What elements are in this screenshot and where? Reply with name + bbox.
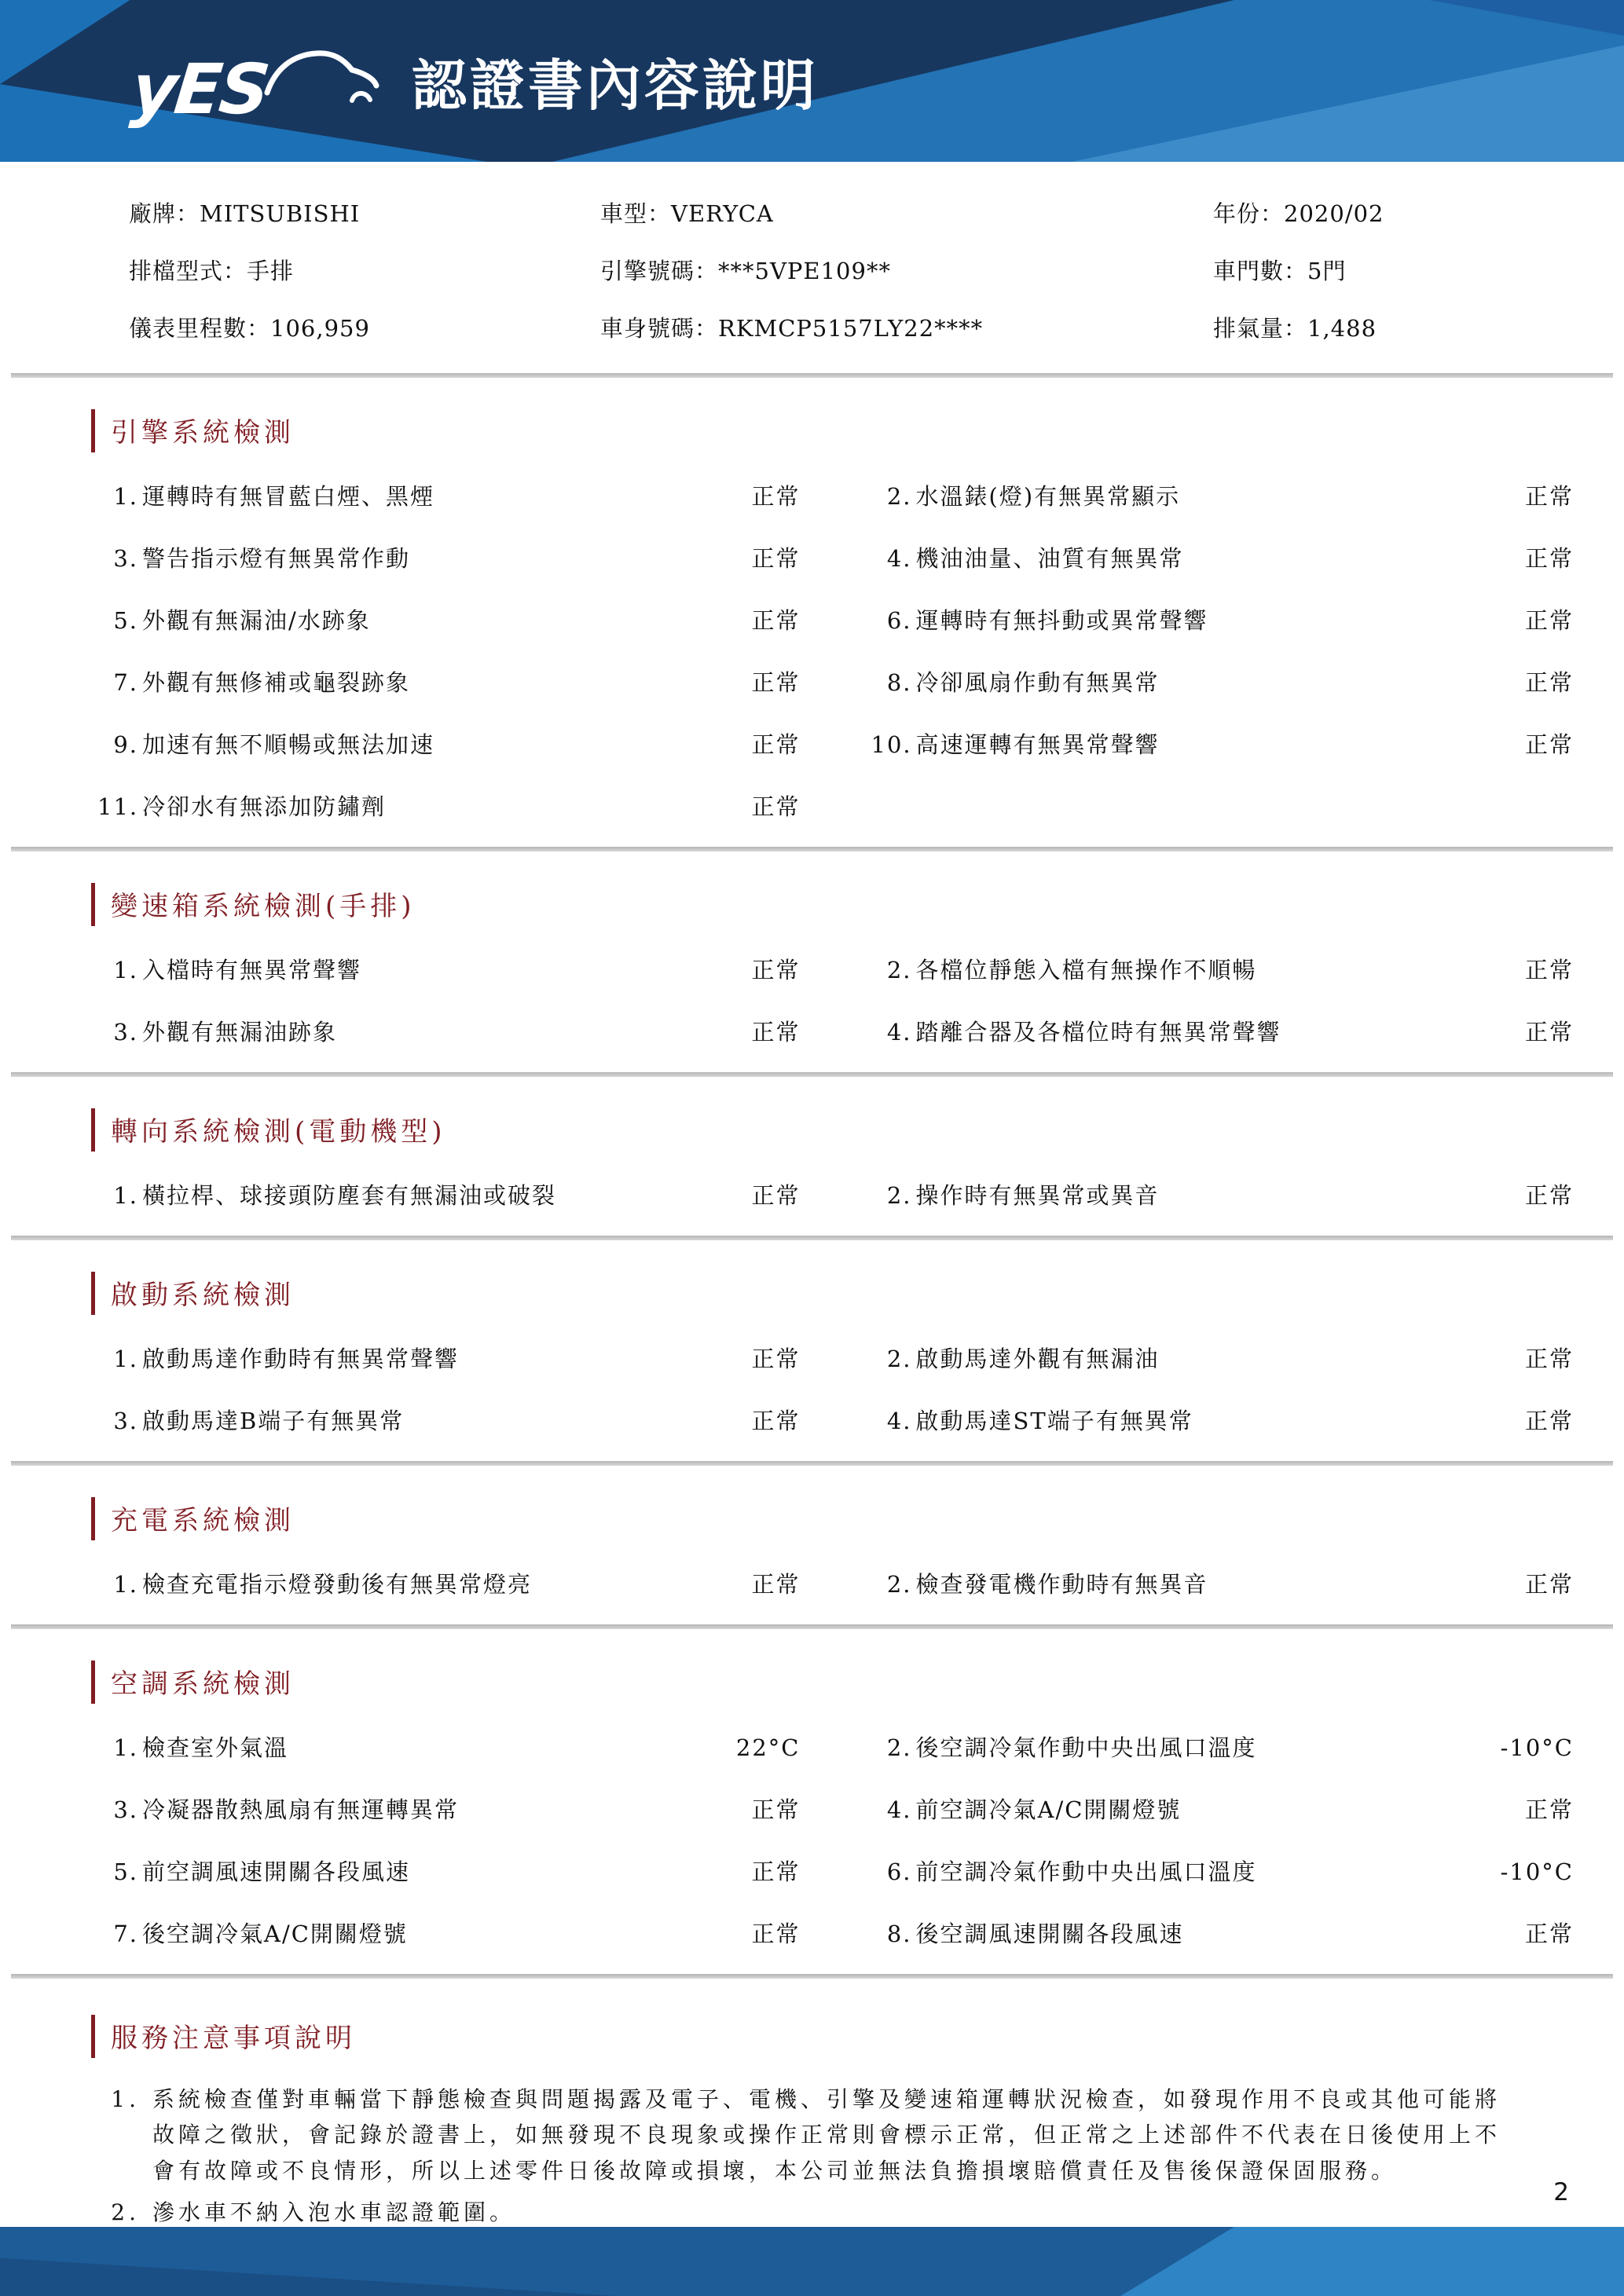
inspection-item (97, 1855, 801, 1887)
item-label: 啟動馬達外觀有無漏油 (915, 1346, 1160, 1372)
section-title: 空調系統檢測 (91, 1661, 295, 1704)
inspection-item (871, 665, 1575, 698)
item-label: 後空調冷氣A/C開關燈號 (142, 1921, 408, 1947)
note-text: 滲水車不納入泡水車認證範圍。 (152, 2199, 516, 2226)
item-value: 正常 (751, 1408, 801, 1434)
vehicle-field (1213, 254, 1613, 286)
item-value: 正常 (751, 731, 801, 758)
item-value: 正常 (1524, 607, 1574, 634)
inspection-items (11, 1152, 1613, 1217)
item-label: 警告指示燈有無異常作動 (142, 545, 411, 572)
inspection-item (871, 479, 1575, 511)
item-value: 正常 (751, 1921, 801, 1947)
field-value: 106,959 (270, 315, 370, 342)
item-label: 水溫錶(燈)有無異常顯示 (915, 483, 1181, 510)
item-number: 3. (113, 1408, 138, 1434)
item-number: 2. (886, 1734, 912, 1761)
note-number: 1. (111, 2086, 140, 2112)
inspection-item (871, 1855, 1575, 1887)
inspection-item (871, 1730, 1575, 1763)
item-number: 2. (886, 483, 912, 510)
inspection-sections (11, 373, 1613, 1979)
inspection-item (97, 1015, 801, 1047)
field-value: 1,488 (1307, 315, 1377, 342)
item-label: 入檔時有無異常聲響 (142, 957, 362, 983)
section-divider (11, 1236, 1613, 1240)
vehicle-field (600, 311, 1213, 343)
note-text: 系統檢查僅對車輛當下靜態檢查與問題揭露及電子、電機、引擎及變速箱運轉狀況檢查，如發現作用不良或其他可能將故障之徵狀，會記錄於證書上，如無發現不良現象或操作正常則會標示正常，但正常之上述部件不代表在日後使用上不會有故障或不良情形，所以上述零件日後故障或損壞，本公司並無法負擔損壞賠償責任及售後保證保固服務。 (152, 2086, 1501, 2184)
inspection-item (871, 1178, 1575, 1210)
page-header (0, 0, 1624, 162)
inspection-section (11, 870, 1613, 1053)
item-value: 正常 (751, 1019, 801, 1045)
inspection-item (97, 1567, 801, 1599)
inspection-item (871, 727, 1575, 760)
item-label: 各檔位靜態入檔有無操作不順暢 (915, 957, 1257, 983)
item-number: 1. (113, 1571, 138, 1598)
item-label: 前空調風速開關各段風速 (142, 1858, 411, 1885)
item-label: 外觀有無漏油跡象 (142, 1019, 338, 1045)
yes-logo-text: yES (127, 49, 272, 130)
inspection-item (97, 789, 801, 822)
item-number: 1. (113, 957, 138, 983)
inspection-item (97, 665, 801, 698)
item-number: 4. (886, 545, 912, 572)
item-value: 正常 (751, 483, 801, 510)
item-value: 正常 (1524, 545, 1574, 572)
inspection-item (97, 541, 801, 573)
item-value: 正常 (1524, 1182, 1574, 1209)
item-label: 外觀有無漏油/水跡象 (142, 607, 371, 634)
section-divider (11, 1461, 1613, 1466)
page-number: 2 (1553, 2178, 1569, 2206)
section-title: 變速箱系統檢測(手排) (91, 883, 416, 926)
section-title: 引擎系統檢測 (91, 409, 295, 452)
note-number: 2. (111, 2199, 140, 2226)
item-number: 7. (113, 669, 138, 696)
yes-logo (127, 42, 382, 130)
inspection-items (11, 1540, 1613, 1606)
inspection-item (97, 1178, 801, 1210)
field-value: VERYCA (671, 200, 774, 227)
section-divider (11, 847, 1613, 851)
inspection-item (97, 1730, 801, 1763)
section-title: 充電系統檢測 (91, 1497, 295, 1540)
item-value: 正常 (1524, 1019, 1574, 1045)
item-value: 正常 (1524, 957, 1574, 983)
item-number: 5. (113, 607, 138, 634)
item-number: 3. (113, 1019, 138, 1045)
vehicle-field (600, 196, 1213, 229)
note-item (104, 2082, 1508, 2188)
inspection-item (871, 1792, 1575, 1825)
inspection-item (97, 727, 801, 760)
item-value: 正常 (751, 793, 801, 820)
item-value: 正常 (751, 1858, 801, 1885)
item-number: 2. (886, 1346, 912, 1372)
item-number: 2. (886, 1571, 912, 1598)
vehicle-field (129, 196, 600, 229)
item-value: 正常 (1524, 669, 1574, 696)
item-number: 6. (886, 607, 912, 634)
item-label: 啟動馬達作動時有無異常聲響 (142, 1346, 460, 1372)
item-label: 運轉時有無抖動或異常聲響 (915, 607, 1208, 634)
field-label: 年份： (1213, 200, 1285, 227)
car-outline-icon (264, 42, 382, 115)
item-value: 正常 (1524, 1408, 1574, 1434)
item-label: 機油油量、油質有無異常 (915, 545, 1184, 572)
field-label: 儀表里程數： (129, 315, 271, 342)
inspection-item (97, 603, 801, 635)
field-label: 排檔型式： (129, 258, 247, 284)
item-value: 正常 (751, 1182, 801, 1209)
inspection-items (11, 926, 1613, 1053)
item-number: 10. (871, 731, 912, 758)
item-value: 正常 (1524, 1346, 1574, 1372)
inspection-item (871, 1342, 1575, 1374)
note-item (104, 2195, 1508, 2230)
item-number: 1. (113, 1182, 138, 1209)
vehicle-field (1213, 311, 1613, 343)
item-label: 橫拉桿、球接頭防塵套有無漏油或破裂 (142, 1182, 557, 1209)
item-number: 2. (886, 1182, 912, 1209)
vehicle-info-grid (11, 162, 1613, 354)
field-value: 手排 (247, 258, 295, 284)
item-value: 正常 (1524, 1796, 1574, 1823)
inspection-item (871, 1404, 1575, 1436)
item-label: 操作時有無異常或異音 (915, 1182, 1160, 1209)
item-label: 啟動馬達ST端子有無異常 (915, 1408, 1193, 1434)
item-value: 正常 (751, 1796, 801, 1823)
page-title: 認證書內容說明 (411, 53, 819, 118)
inspection-item (871, 1917, 1575, 1949)
vehicle-field (1213, 196, 1613, 229)
inspection-items (11, 452, 1613, 828)
field-label: 引擎號碼： (600, 258, 719, 284)
item-number: 3. (113, 545, 138, 572)
item-value: 正常 (1524, 1571, 1574, 1598)
inspection-item (871, 953, 1575, 985)
item-value: 正常 (751, 957, 801, 983)
inspection-item (97, 953, 801, 985)
inspection-section (11, 1485, 1613, 1606)
item-number: 3. (113, 1796, 138, 1823)
field-value: MITSUBISHI (200, 200, 361, 227)
item-label: 啟動馬達B端子有無異常 (142, 1408, 405, 1434)
item-label: 檢查室外氣溫 (142, 1734, 289, 1761)
page-footer (0, 2227, 1624, 2296)
inspection-items (11, 1315, 1613, 1442)
inspection-section (11, 1648, 1613, 1955)
section-divider (11, 1072, 1613, 1077)
section-title: 啟動系統檢測 (91, 1272, 295, 1315)
item-number: 4. (886, 1408, 912, 1434)
item-number: 8. (886, 669, 912, 696)
inspection-item (97, 1342, 801, 1374)
item-number: 4. (886, 1019, 912, 1045)
inspection-item (871, 603, 1575, 635)
item-number: 11. (97, 793, 139, 820)
inspection-item (871, 1567, 1575, 1599)
inspection-section (11, 1096, 1613, 1217)
item-number: 2. (886, 957, 912, 983)
item-number: 6. (886, 1858, 912, 1885)
item-label: 冷卻水有無添加防鏽劑 (142, 793, 387, 820)
item-number: 1. (113, 483, 138, 510)
section-divider (11, 1624, 1613, 1629)
item-value: 正常 (1524, 731, 1574, 758)
vehicle-info (11, 162, 1613, 354)
field-label: 車門數： (1213, 258, 1308, 284)
item-number: 4. (886, 1796, 912, 1823)
item-label: 後空調風速開關各段風速 (915, 1921, 1184, 1947)
field-value: 5門 (1307, 258, 1347, 284)
section-divider (11, 1974, 1613, 1979)
item-label: 高速運轉有無異常聲響 (915, 731, 1160, 758)
item-number: 9. (113, 731, 138, 758)
item-label: 後空調冷氣作動中央出風口溫度 (915, 1734, 1257, 1761)
inspection-item (871, 541, 1575, 573)
item-label: 踏離合器及各檔位時有無異常聲響 (915, 1019, 1281, 1045)
item-value: 正常 (751, 545, 801, 572)
item-label: 冷卻風扇作動有無異常 (915, 669, 1160, 696)
inspection-section (11, 1259, 1613, 1442)
item-number: 1. (113, 1734, 138, 1761)
field-value: ***5VPE109** (718, 258, 891, 284)
item-label: 加速有無不順暢或無法加速 (142, 731, 435, 758)
notes-title: 服務注意事項說明 (91, 2015, 356, 2058)
field-label: 廠牌： (129, 200, 200, 227)
item-number: 7. (113, 1921, 138, 1947)
content (0, 162, 1624, 2272)
item-value: 正常 (751, 1571, 801, 1598)
vehicle-field (129, 311, 600, 343)
item-number: 8. (886, 1921, 912, 1947)
item-label: 前空調冷氣作動中央出風口溫度 (915, 1858, 1257, 1885)
field-value: 2020/02 (1284, 200, 1384, 227)
item-label: 檢查充電指示燈發動後有無異常燈亮 (142, 1571, 533, 1598)
item-label: 前空調冷氣A/C開關燈號 (915, 1796, 1182, 1823)
item-value: 正常 (751, 1346, 801, 1372)
item-number: 1. (113, 1346, 138, 1372)
inspection-item (871, 1015, 1575, 1047)
field-value: RKMCP5157LY22**** (718, 315, 984, 342)
inspection-items (11, 1704, 1613, 1955)
section-divider (11, 373, 1613, 378)
inspection-item (97, 1404, 801, 1436)
header-content (0, 0, 1624, 162)
vehicle-field (129, 254, 600, 286)
vehicle-field (600, 254, 1213, 286)
item-label: 外觀有無修補或龜裂跡象 (142, 669, 411, 696)
field-label: 車身號碼： (600, 315, 719, 342)
inspection-item (97, 479, 801, 511)
item-value: 正常 (1524, 1921, 1574, 1947)
item-label: 冷凝器散熱風扇有無運轉異常 (142, 1796, 460, 1823)
item-value: 正常 (1524, 483, 1574, 510)
section-title: 轉向系統檢測(電動機型) (91, 1108, 446, 1152)
item-value: 22°C (735, 1734, 801, 1761)
item-value: 正常 (751, 607, 801, 634)
inspection-section (11, 397, 1613, 828)
item-label: 運轉時有無冒藍白煙、黑煙 (142, 483, 435, 510)
inspection-item (97, 1917, 801, 1949)
field-label: 排氣量： (1213, 315, 1308, 342)
item-value: -10°C (1500, 1734, 1574, 1761)
item-number: 5. (113, 1858, 138, 1885)
item-value: -10°C (1500, 1858, 1574, 1885)
inspection-item (97, 1792, 801, 1825)
field-label: 車型： (600, 200, 672, 227)
item-value: 正常 (751, 669, 801, 696)
item-label: 檢查發電機作動時有無異音 (915, 1571, 1208, 1598)
